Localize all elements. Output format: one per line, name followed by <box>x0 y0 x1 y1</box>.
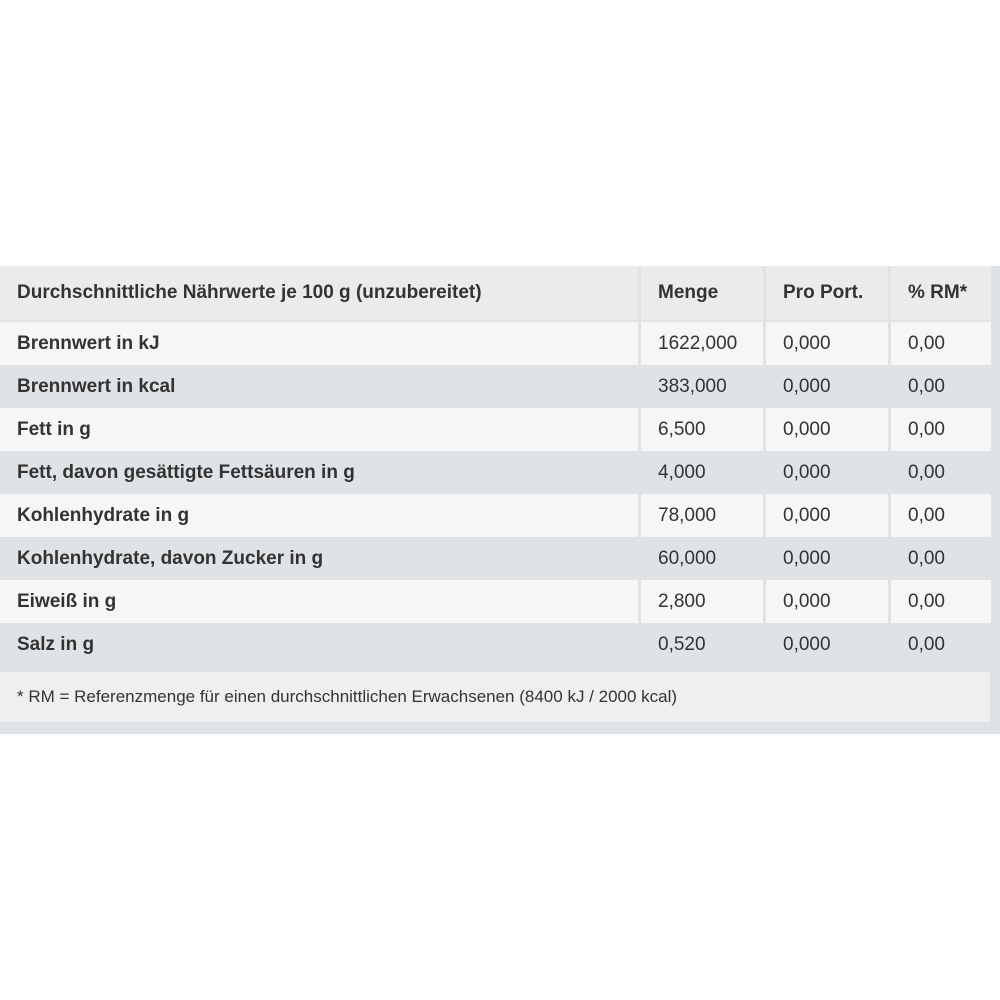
nutrition-table-panel <box>0 266 1000 734</box>
table-header-row <box>0 266 991 322</box>
rm-value: 0,00 <box>891 580 991 623</box>
table-row <box>0 365 991 408</box>
rm-value: 0,00 <box>891 408 991 451</box>
rm-value: 0,00 <box>891 623 991 666</box>
table-row <box>0 537 991 580</box>
menge-value: 1622,000 <box>641 322 763 365</box>
table-row <box>0 494 991 537</box>
nutrient-label: Kohlenhydrate in g <box>0 494 638 537</box>
menge-value: 78,000 <box>641 494 763 537</box>
menge-value: 4,000 <box>641 451 763 494</box>
pro-portion-value: 0,000 <box>766 451 888 494</box>
rm-value: 0,00 <box>891 365 991 408</box>
nutrient-label: Fett, davon gesättigte Fettsäuren in g <box>0 451 638 494</box>
column-header-pro-portion: Pro Port. <box>766 266 888 322</box>
pro-portion-value: 0,000 <box>766 322 888 365</box>
table-row <box>0 623 991 666</box>
column-header-nutrient: Durchschnittliche Nährwerte je 100 g (unzubereitet) <box>0 266 638 322</box>
table-row <box>0 408 991 451</box>
nutrient-label: Brennwert in kcal <box>0 365 638 408</box>
table-row <box>0 322 991 365</box>
menge-value: 6,500 <box>641 408 763 451</box>
table-row <box>0 451 991 494</box>
nutrition-table <box>0 266 994 666</box>
pro-portion-value: 0,000 <box>766 365 888 408</box>
column-header-rm-percent: % RM* <box>891 266 991 322</box>
rm-value: 0,00 <box>891 537 991 580</box>
reference-footnote: * RM = Referenzmenge für einen durchschnittlichen Erwachsenen (8400 kJ / 2000 kcal) <box>0 672 990 722</box>
pro-portion-value: 0,000 <box>766 494 888 537</box>
nutrient-label: Brennwert in kJ <box>0 322 638 365</box>
nutrient-label: Kohlenhydrate, davon Zucker in g <box>0 537 638 580</box>
menge-value: 383,000 <box>641 365 763 408</box>
table-row <box>0 580 991 623</box>
pro-portion-value: 0,000 <box>766 537 888 580</box>
rm-value: 0,00 <box>891 494 991 537</box>
nutrient-label: Fett in g <box>0 408 638 451</box>
rm-value: 0,00 <box>891 451 991 494</box>
menge-value: 60,000 <box>641 537 763 580</box>
menge-value: 2,800 <box>641 580 763 623</box>
nutrient-label: Salz in g <box>0 623 638 666</box>
column-header-menge: Menge <box>641 266 763 322</box>
rm-value: 0,00 <box>891 322 991 365</box>
pro-portion-value: 0,000 <box>766 623 888 666</box>
menge-value: 0,520 <box>641 623 763 666</box>
pro-portion-value: 0,000 <box>766 580 888 623</box>
pro-portion-value: 0,000 <box>766 408 888 451</box>
nutrient-label: Eiweiß in g <box>0 580 638 623</box>
